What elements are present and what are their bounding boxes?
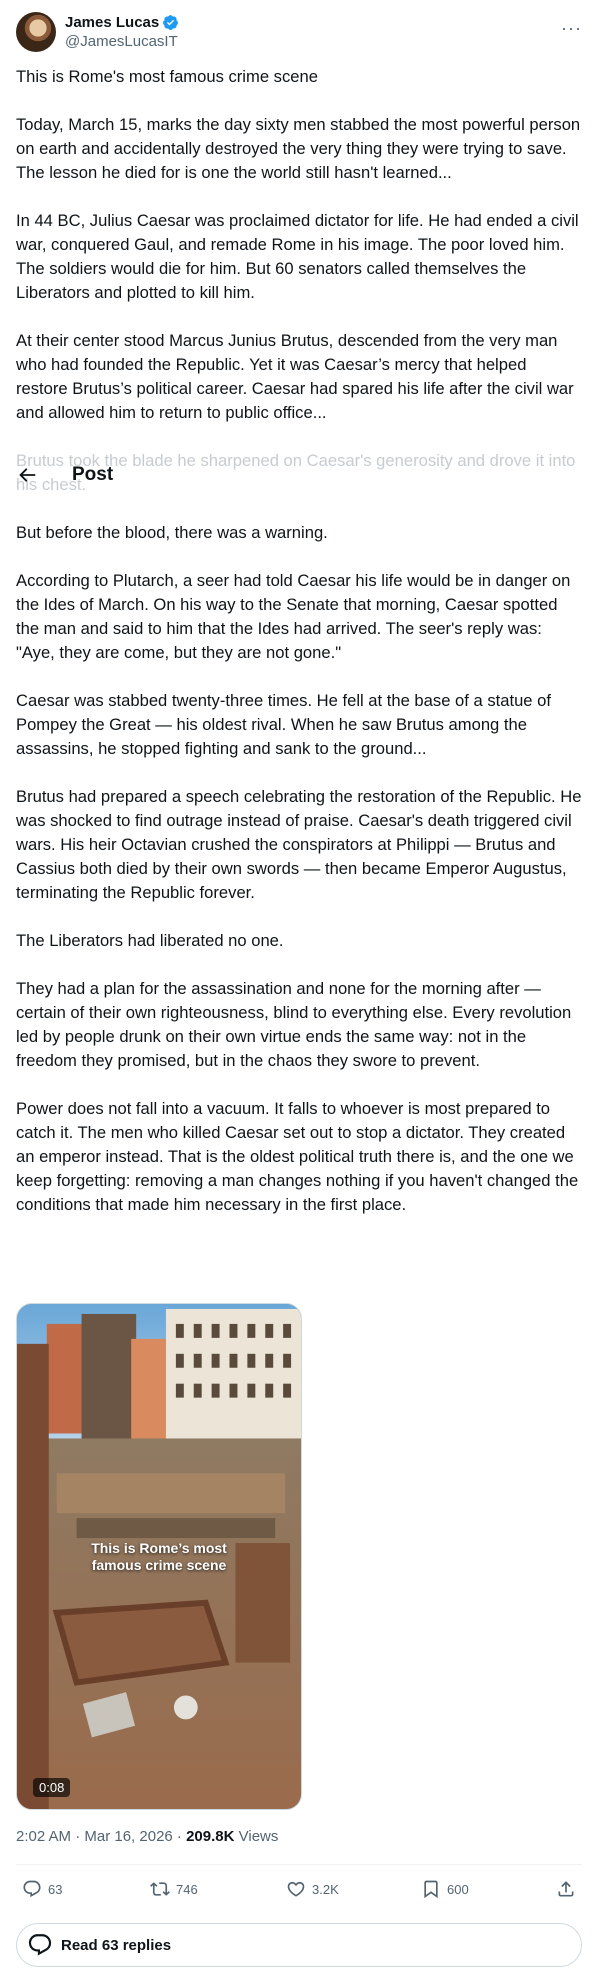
share-button[interactable] <box>556 1879 576 1899</box>
post-paragraph: Brutus had prepared a speech celebrating the restoration of the Republic. He was shocked to find outrage instead of praise. Caesar's death triggered civil wars. His heir Octavian crushed the conspirators at Philippi — Brutus and Cassius both died by their own swords — then became Emperor Augustus, terminating the Republic forever. <box>16 787 587 902</box>
header-title: Post <box>72 464 114 485</box>
video-player[interactable] <box>16 1303 302 1810</box>
read-replies-button[interactable] <box>16 1923 582 1967</box>
avatar[interactable] <box>16 12 56 52</box>
more-options-icon[interactable]: ··· <box>561 18 582 38</box>
post-paragraph: Brutus took the blade he sharpened on Caesar's generosity and drove it into his chest. <box>16 451 581 494</box>
bookmark-icon <box>421 1879 441 1899</box>
video-duration: 0:08 <box>33 1778 70 1797</box>
back-arrow-icon[interactable] <box>16 464 38 486</box>
post-paragraph: The Liberators had liberated no one. <box>16 931 284 950</box>
bookmark-count: 600 <box>447 1881 469 1897</box>
action-bar <box>16 1872 582 1906</box>
reply-icon <box>22 1879 42 1899</box>
display-name-row <box>65 13 179 32</box>
heart-icon <box>286 1879 306 1899</box>
display-name[interactable]: James Lucas <box>65 14 160 31</box>
post-paragraph: Today, March 15, marks the day sixty men stabbed the most powerful person on earth and accidentally destroyed the very thing they were trying to save. The lesson he died for is one the world still hasn't learned... <box>16 115 585 182</box>
post-text <box>16 65 587 1241</box>
author-name-block <box>65 13 179 51</box>
post-meta <box>16 1827 278 1847</box>
repost-icon <box>150 1879 170 1899</box>
post-paragraph: They had a plan for the assassination and none for the morning after — certain of their own righteousness, blind to everything else. Every revolution led by people drunk on their own virtue ends the same way: not in the freedom they promised, but in the chaos they swore to prevent. <box>16 979 576 1070</box>
post-paragraph: Power does not fall into a vacuum. It falls to whoever is most prepared to catch it. The men who killed Caesar set out to stop a dictator. They created an emperor instead. That is the oldest political truth there is, and the one we keep forgetting: removing a man changes nothing if you haven't changed the conditions that made him necessary in the first place. <box>16 1099 583 1214</box>
like-count: 3.2K <box>312 1881 339 1897</box>
post-paragraph: In 44 BC, Julius Caesar was proclaimed dictator for life. He had ended a civil war, conquered Gaul, and remade Rome in his image. The poor loved him. The soldiers would die for him. But 60 senators called themselves the Liberators and plotted to kill him. <box>16 211 584 302</box>
divider <box>16 1864 582 1865</box>
video-caption: This is Rome’s most famous crime scene <box>91 1540 227 1573</box>
post-paragraph: But before the blood, there was a warning. <box>16 523 328 542</box>
views-label: Views <box>234 1828 279 1845</box>
post-paragraph: Caesar was stabbed twenty-three times. He fell at the base of a statue of Pompey the Great — his oldest rival. When he saw Brutus among the assassins, he stopped fighting and sank to the ground... <box>16 691 556 758</box>
sticky-post-header <box>0 460 598 490</box>
read-replies-label: Read 63 replies <box>61 1936 172 1954</box>
reply-button[interactable] <box>22 1879 62 1899</box>
repost-count: 746 <box>176 1881 198 1897</box>
bookmark-button[interactable] <box>421 1879 469 1899</box>
post-timestamp[interactable]: 2:02 AM · Mar 16, 2026 · <box>16 1828 187 1845</box>
verified-badge-icon <box>162 14 179 31</box>
author-row <box>16 10 582 54</box>
like-button[interactable] <box>286 1879 339 1899</box>
post-paragraph: At their center stood Marcus Junius Brutus, descended from the very man who had founded the Republic. Yet it was Caesar’s mercy that helped restore Brutus’s political career. Caesar had spared his life after the civil war and allowed him to return to public office... <box>16 331 579 422</box>
reply-count: 63 <box>48 1881 63 1897</box>
post-paragraph: According to Plutarch, a seer had told Caesar his life would be in danger on the Ides of March. On his way to the Senate that morning, Caesar spotted the man and said to him that the Ides had arrived. The seer's reply was: "Aye, they are come, but they are not gone." <box>16 571 576 662</box>
share-icon <box>556 1879 576 1899</box>
replies-bubble-icon <box>27 1932 53 1958</box>
post-paragraph: This is Rome's most famous crime scene <box>16 67 318 86</box>
views-count: 209.8K <box>186 1828 235 1845</box>
author-handle[interactable]: @JamesLucasIT <box>65 33 178 50</box>
repost-button[interactable] <box>150 1879 198 1899</box>
